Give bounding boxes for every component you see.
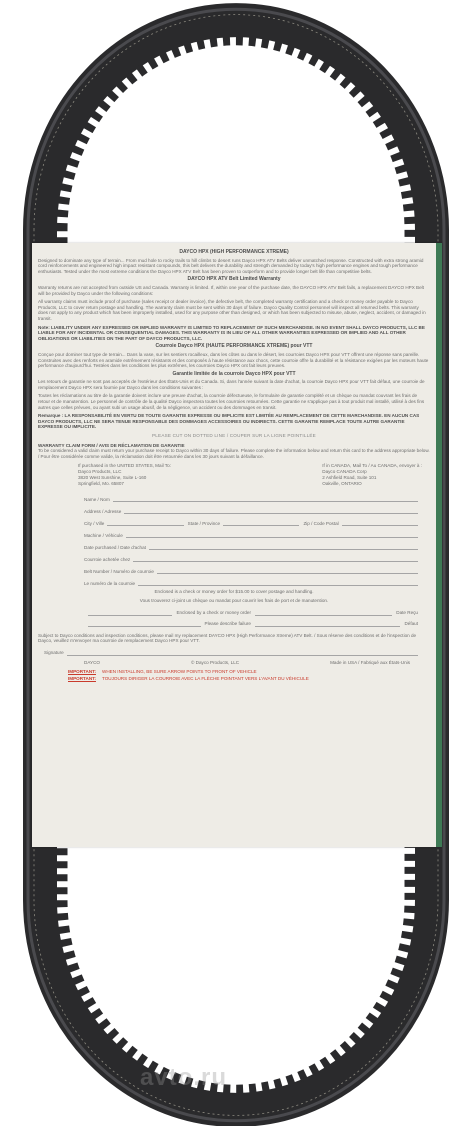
install-warning-en: IMPORTANT: WHEN INSTALLING, BE SURE ARROW POINTS TO FRONT OF VEHICLE — [68, 669, 257, 675]
canada-address-line: Dayco CANADA Corp — [322, 469, 367, 475]
canada-address-line: 2 Ashfield Road, Suite 101 — [322, 475, 377, 481]
tag-green-stripe — [436, 243, 442, 847]
tag-title-french-warranty: Garantie limitée de la courroie Dayco HPX pour VTT — [172, 370, 296, 377]
sig-label: Please describe failure — [204, 621, 251, 626]
tag-text-area — [38, 247, 430, 843]
claim-form-title: WARRANTY CLAIM FORM / AVIS DE RÉCLAMATION DE GARANTIE — [38, 442, 185, 448]
sig-label: Enclosed by a check or money order — [176, 610, 251, 615]
signature-row-1 — [84, 607, 418, 616]
footer-brand: DAYCO — [84, 659, 100, 665]
warranty-tag — [32, 243, 442, 847]
us-address-line: 3820 West Sunshine, Suite L-160 — [78, 475, 147, 481]
form-field-belt-number-fr[interactable]: Le numéro de la courroie — [84, 577, 418, 586]
address-block — [78, 463, 422, 487]
us-address — [78, 463, 171, 487]
footer-made-in: Made in USA / Fabriqué aux États-Unis — [330, 659, 410, 665]
us-address-line: Dayco Products, LLC — [78, 469, 122, 475]
subject-to-text: Subject to Dayco conditions and inspection conditions, please mail my replacement DAYCO HPX (High Performance Xtreme) ATV Belt. / Sous réserve des conditions et de l'inspection de Dayco, veuillez m'envoyer ma courroie de remplacement Dayco HPX pour VTT. — [38, 632, 417, 644]
canada-address-line: Oakville, ONTARIO — [322, 481, 362, 487]
canada-address — [322, 463, 422, 487]
sig-label: Date Reçu — [396, 610, 418, 615]
french-paragraph-1: Conçue pour dominer tout type de terrain... Dans la vase, sur les sentiers rocailleux, dans les côtes ou dans le désert, les courroies Dayco HPX pour VTT offrent une réponse sans pareille. Construites avec des renforts en aramide extrêmement résistants et des composés à haute résistance aux chocs, cette courroie offre la durabilité et la résistance exigées par les moteurs haute performance d'aujourd'hui. Testées dans les conditions les plus extrêmes, les courroies Dayco HPX ont fait leurs preuves. — [38, 351, 429, 369]
form-field-belt-number[interactable]: Belt Number / Numéro de courroie — [84, 565, 418, 574]
install-warning-fr: IMPORTANT: TOUJOURS DIRIGER LA COURROIE AVEC LA FLÈCHE POINTANT VERS L'AVANT DU VÉHICULE — [68, 675, 309, 681]
form-field-name[interactable]: Name / Nom — [84, 493, 418, 502]
footer-copyright: © Dayco Products, LLC — [191, 659, 240, 665]
tag-title-hpx: DAYCO HPX (HIGH PERFORMANCE XTREME) — [179, 249, 289, 255]
enclosed-note-fr: Vous trouverez ci-joint un chèque ou mandat pour couvrir les frais de port et de manutention. — [139, 598, 329, 603]
form-field-machine[interactable]: Machine / Véhicule — [84, 529, 418, 538]
form-field-city[interactable]: City / Ville State / Province Zip / Code Postal — [84, 517, 418, 526]
tag-footer — [84, 660, 410, 666]
signature-field[interactable]: Signature — [44, 647, 418, 656]
signature-row-2 — [84, 618, 418, 627]
cut-line-separator: PLEASE CUT ON DOTTED LINE / COUPER SUR LA LIGNE POINTILLÉE — [152, 433, 316, 439]
claim-intro: To be considered a valid claim must return your purchase receipt to Dayco within 30 days of failure. Please complete the information below and return this card to the address appropriate below. / Pour être considérée comme valide, la réclamation doit être retournée dans les 30 jours suivant la défaillance. — [38, 448, 430, 459]
us-address-line: Springfield, Mo. 65807 — [78, 481, 124, 487]
us-address-head: If purchased in the UNITED STATES, Mail To: — [78, 463, 171, 469]
sig-label: Défaut — [404, 621, 418, 626]
french-paragraph-4: Remarque : LA RESPONSABILITÉ EN VERTU DE TOUTE GARANTIE EXPRESSE OU IMPLICITE EST LIMITÉE AU REMPLACEMENT DE CETTE MARCHANDISE. EN AUCUN CAS DAYCO PRODUCTS, LLC NE SERA TENUE RESPONSABLE DES DOMMAGES ACCESSOIRES OU INDIRECTS. CETTE GARANTIE REMPLACE TOUTE AUTRE GARANTIE EXPRESSE OU IMPLICITE. — [38, 413, 420, 430]
form-field-address[interactable]: Address / Adresse — [84, 505, 418, 514]
warranty-paragraph-1: Warranty returns are not accepted from outside US and Canada. Warranty is limited. If, within one year of the purchase date, the DAYCO HPX ATV Belt fails, a replacement DAYCO HPX Belt will be provided by Dayco under the following conditions: — [38, 284, 424, 296]
form-field-purchased-from[interactable]: Courroie achetée chez — [84, 553, 418, 562]
enclosed-note: Enclosed is a check or money order for $15.00 to cover postage and handling. — [154, 589, 314, 595]
warranty-paragraph-2: All warranty claims must include proof of purchase (sales receipt or dealer invoice), the defective belt, the completed warranty certification and a check or money order payable to Dayco Products, LLC to cover return postage and handling. The warranty claim must be sent within 30 days of failure. Dayco Quality Control personnel will inspect all returned belts. This warranty does not apply to any product which has been improperly installed, used for any purpose other than designed, or which has been subjected to misuse, abuse, neglect, accident, or damaged in transit. — [38, 299, 426, 321]
french-paragraph-2: Les retours de garantie ne sont pas acceptés de l'extérieur des États-Unis et du Canada. Si, dans l'année suivant la date d'achat, la courroie Dayco HPX pour VTT fait défaut, une courroie de remplacement Dayco HPX sera fournie par Dayco dans les conditions suivantes : — [38, 379, 425, 390]
watermark-logo: avto.ru — [140, 1064, 228, 1091]
warranty-paragraph-3: Note: LIABILITY UNDER ANY EXPRESSED OR IMPLIED WARRANTY IS LIMITED TO REPLACEMENT OF SUCH MERCHANDISE. IN NO EVENT SHALL DAYCO PRODUCTS, LLC BE LIABLE FOR ANY INCIDENTAL OR CONSEQUENTIAL DAMAGES. THIS WARRANTY IS IN LIEU OF ALL OTHER WARRANTIES EXPRESSED OR IMPLIED AND ALL OTHER OBLIGATIONS OR LIABILITIES ON THE PART OF DAYCO PRODUCTS, LLC. — [38, 324, 425, 341]
tag-title-warranty: DAYCO HPX ATV Belt Limited Warranty — [187, 276, 281, 283]
canada-address-head: If in CANADA, Mail To / Au CANADA, envoyer à : — [322, 463, 422, 469]
tag-intro: Designed to dominate any type of terrain... From mud hole to rocky trails to hill climbs to desert runs Dayco HPX ATV Belts deliver unmatched response. Constructed with extra strong aramid cord reinforcements and engineered high impact resistant compounds, this belt delivers the durability and strength demanded by today's high performance engines and tough performance enthusiasts. Tested under the most extreme conditions the Dayco HPX ATV Belt has been proven to outperform and to provide longer belt life than competitive belts. — [38, 257, 424, 274]
form-field-date-purchased[interactable]: Date purchased / Date d'achat — [84, 541, 418, 550]
french-paragraph-3: Toutes les réclamations au titre de la garantie doivent inclure une preuve d'achat, la courroie défectueuse, le formulaire de garantie complété et un chèque ou mandat couvrant les frais de retour et de manutention. Le personnel de contrôle de la qualité Dayco inspectera toutes les courroies retournées. Cette garantie ne s'applique pas à tout produit mal installé, utilisé à des fins autres que celles prévues, ou ayant subi un usage abusif, de la négligence, un accident ou des dommages en transit. — [38, 393, 425, 410]
tag-title-french: Courroie Dayco HPX (HAUTE PERFORMANCE XTREME) pour VTT — [155, 343, 313, 350]
